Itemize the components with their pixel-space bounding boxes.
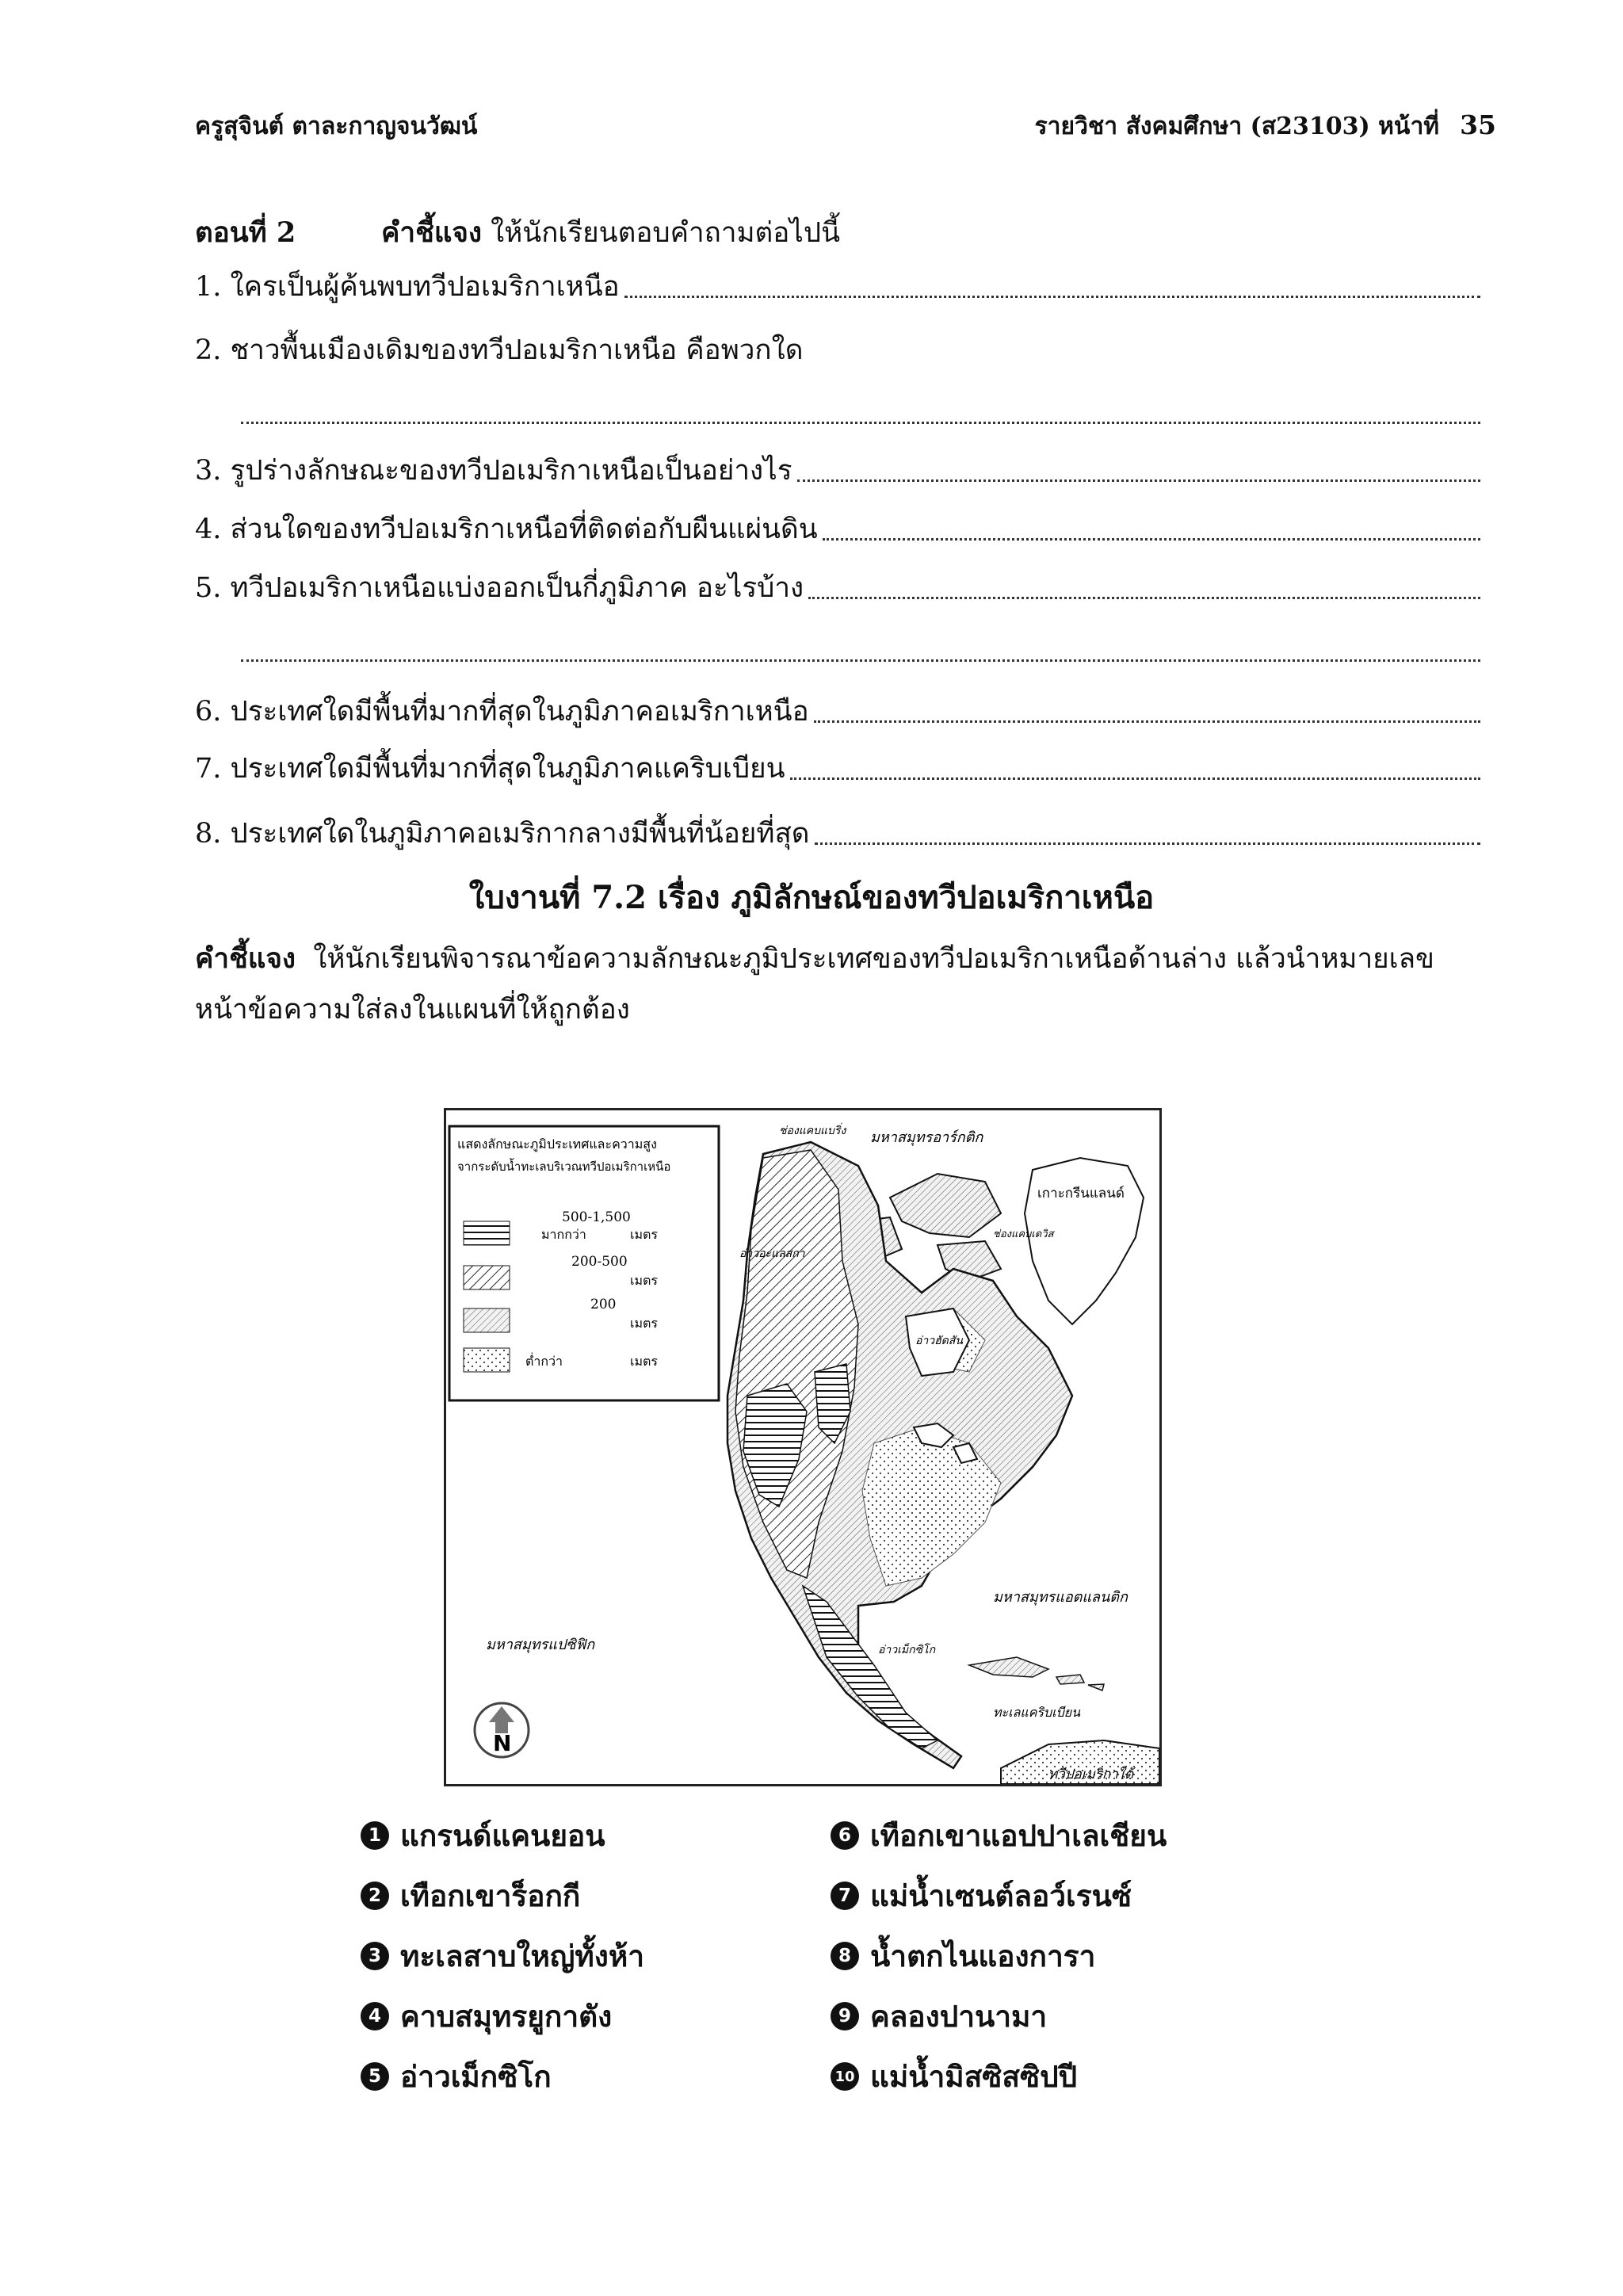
feature-list-left: [361, 1805, 644, 2107]
label-alaska-gulf: อ่าวอะแลสกา: [739, 1247, 805, 1260]
question-text: 7. ประเทศใดมีพื้นที่มากที่สุดในภูมิภาคแคริบเบียน: [195, 753, 785, 785]
feature-number: 9: [831, 2002, 859, 2030]
feature-list-right: [831, 1805, 1167, 2107]
feature-item: [361, 1986, 644, 2046]
legend-unit-2: เมตร: [630, 1273, 658, 1288]
feature-number: 3: [361, 1942, 389, 1970]
label-south-america: ทวีปอเมริกาใต้: [1048, 1767, 1134, 1782]
label-davis: ช่องแคบเดวิส: [993, 1228, 1054, 1240]
question-6: [195, 694, 1480, 729]
feature-item: [831, 1986, 1167, 2046]
question-1: [195, 269, 1480, 304]
answer-line[interactable]: [624, 294, 1480, 298]
label-atlantic: มหาสมุทรแอตแลนติก: [993, 1589, 1128, 1606]
feature-number: 4: [361, 2002, 389, 2030]
feature-name: เทือกเขาร็อกกี: [400, 1878, 581, 1913]
legend-unit-4: เมตร: [630, 1354, 658, 1369]
feature-name: แม่น้ำมิสซิสซิปปี: [870, 2058, 1078, 2094]
feature-name: ทะเลสาบใหญ่ทั้งห้า: [400, 1938, 645, 1973]
legend-unit-1: เมตร: [630, 1227, 658, 1242]
feature-name: น้ำตกไนแองการา: [870, 1938, 1096, 1973]
feature-number: 7: [831, 1881, 859, 1910]
label-arctic-ocean: มหาสมุทรอาร์กติก: [870, 1129, 983, 1146]
question-text: 6. ประเทศใดมีพื้นที่มากที่สุดในภูมิภาคอเมริกาเหนือ: [195, 696, 809, 728]
answer-line[interactable]: [808, 595, 1480, 599]
legend-swatch-high: [464, 1221, 510, 1245]
feature-item: [361, 1866, 644, 1926]
question-5: [195, 571, 1480, 606]
answer-line[interactable]: [823, 537, 1480, 541]
header-author: ครูสุจินต์ ตาละกาญจนวัฒน์: [195, 113, 478, 140]
feature-name: คลองปานามา: [870, 1998, 1048, 2034]
worksheet-instruction-head: คำชี้แจง: [195, 942, 296, 975]
map-legend-title-1: แสดงลักษณะภูมิประเทศและความสูง: [457, 1137, 657, 1152]
feature-name: อ่าวเม็กซิโก: [400, 2058, 552, 2094]
legend-prefix-1: มากกว่า: [541, 1227, 586, 1242]
part2-instruction-head: คำชี้แจง: [381, 216, 482, 249]
answer-line[interactable]: [241, 420, 1480, 424]
question-7: [195, 751, 1480, 786]
part2-heading: [195, 211, 840, 254]
answer-line[interactable]: [814, 719, 1480, 723]
worksheet-instruction: [195, 934, 1487, 1035]
feature-number: 2: [361, 1881, 389, 1910]
greenland-shape: [1025, 1158, 1144, 1324]
feature-number: 6: [831, 1821, 859, 1850]
feature-item: [831, 2046, 1167, 2107]
question-text: 8. ประเทศใดในภูมิภาคอเมริกากลางมีพื้นที่น้อยที่สุด: [195, 818, 810, 850]
worksheet-instruction-text: ให้นักเรียนพิจารณาข้อความลักษณะภูมิประเทศของทวีปอเมริกาเหนือด้านล่าง แล้วนำหมายเลขหน้าข้อความใส่ลงในแผนที่ให้ถูกต้อง: [195, 943, 1434, 1026]
question-text: 4. ส่วนใดของทวีปอเมริกาเหนือที่ติดต่อกับผืนแผ่นดิน: [195, 514, 818, 545]
header-subject: [1035, 108, 1496, 145]
question-text: 1. ใครเป็นผู้ค้นพบทวีปอเมริกาเหนือ: [195, 271, 620, 303]
feature-number: 1: [361, 1821, 389, 1850]
question-text: 3. รูปร่างลักษณะของทวีปอเมริกาเหนือเป็นอย่างไร: [195, 455, 792, 487]
caribbean-islands: [969, 1657, 1104, 1690]
answer-line[interactable]: [241, 658, 1480, 662]
label-greenland: เกาะกรีนแลนด์: [1037, 1186, 1125, 1201]
feature-name: แกรนด์แคนยอน: [400, 1817, 605, 1853]
legend-range-2: 200-500: [571, 1254, 628, 1270]
worksheet-title: ใบงานที่ 7.2 เรื่อง ภูมิลักษณ์ของทวีปอเมริกาเหนือ: [468, 879, 1155, 916]
question-4: [195, 512, 1480, 547]
legend-swatch-mid: [464, 1266, 510, 1289]
header-subject-text: รายวิชา สังคมศึกษา (ส23103) หน้าที่: [1034, 113, 1440, 140]
label-hudson: อ่าวฮัดสัน: [915, 1335, 963, 1347]
feature-name: คาบสมุทรยูกาตัง: [400, 1998, 613, 2034]
feature-item: [361, 1805, 644, 1866]
feature-number: 5: [361, 2062, 389, 2091]
answer-line[interactable]: [797, 478, 1481, 482]
feature-number: 8: [831, 1942, 859, 1970]
map-legend-title-2: จากระดับน้ำทะเลบริเวณทวีปอเมริกาเหนือ: [457, 1159, 671, 1174]
question-text: 2. ชาวพื้นเมืองเดิมของทวีปอเมริกาเหนือ คือพวกใด: [195, 334, 804, 366]
feature-item: [831, 1866, 1167, 1926]
north-arrow-icon: [475, 1703, 529, 1757]
feature-item: [361, 1926, 644, 1986]
legend-range-3: 200: [590, 1297, 617, 1312]
label-pacific: มหาสมุทรแปซิฟิก: [486, 1637, 595, 1653]
label-bering: ช่องแคบแบริ่ง: [779, 1125, 846, 1137]
legend-swatch-lowest: [464, 1348, 510, 1372]
feature-number: 10: [831, 2062, 859, 2091]
feature-name: เทือกเขาแอปปาเลเชียน: [870, 1817, 1167, 1853]
page-number: 35: [1460, 109, 1496, 140]
feature-name: แม่น้ำเซนต์ลอว์เรนซ์: [870, 1878, 1132, 1913]
part2-label: ตอนที่ 2: [195, 216, 296, 249]
answer-line[interactable]: [790, 776, 1480, 780]
legend-unit-3: เมตร: [630, 1316, 658, 1331]
question-3: [195, 453, 1480, 488]
legend-range-1: 500-1,500: [562, 1209, 631, 1225]
label-caribbean: ทะเลแคริบเบียน: [993, 1705, 1081, 1720]
north-label: N: [493, 1730, 512, 1756]
question-8: [195, 816, 1480, 851]
answer-line[interactable]: [815, 841, 1480, 845]
legend-prefix-4: ต่ำกว่า: [525, 1354, 563, 1369]
feature-item: [831, 1926, 1167, 1986]
north-america-map: [444, 1108, 1162, 1786]
part2-instruction-text: ให้นักเรียนตอบคำถามต่อไปนี้: [491, 217, 841, 249]
feature-item: [831, 1805, 1167, 1866]
question-2: [195, 333, 1480, 368]
legend-swatch-low: [464, 1308, 510, 1332]
feature-item: [361, 2046, 644, 2107]
label-mexico-gulf: อ่าวเม็กซิโก: [878, 1644, 936, 1656]
question-text: 5. ทวีปอเมริกาเหนือแบ่งออกเป็นกี่ภูมิภาค อะไรบ้าง: [195, 572, 804, 604]
